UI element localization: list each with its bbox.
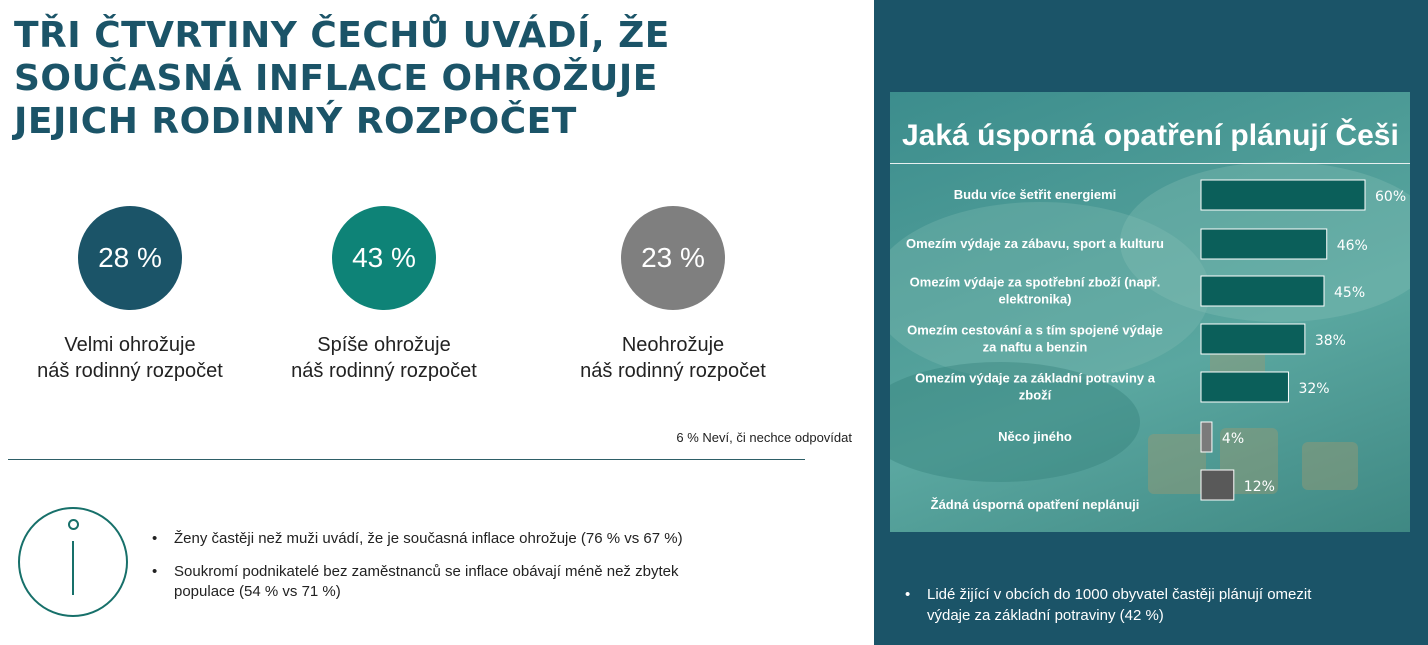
title-line: SOUČASNÁ INFLACE OHROŽUJE	[14, 58, 658, 99]
value-label: 46%	[1336, 238, 1368, 254]
findings-list	[152, 529, 802, 615]
value-label: 45%	[1334, 285, 1366, 301]
bar	[1201, 470, 1234, 500]
stat-label-line: náš rodinný rozpočet	[37, 360, 223, 382]
stat-velmi-ohrozuje	[0, 206, 260, 384]
bar	[1201, 372, 1288, 402]
stat-label-line: Velmi ohrožuje	[64, 334, 196, 356]
stat-spise-ohrozuje	[254, 206, 514, 384]
bar	[1201, 422, 1212, 452]
bar-chart	[890, 92, 1410, 532]
list-item-text: • Ženy častěji než muži uvádí, že je současná inflace ohrožuje (76 % vs 67 %)	[174, 530, 683, 547]
list-item-text: výdaje za základní potraviny (42 %)	[927, 607, 1164, 624]
list-item	[152, 562, 802, 602]
divider	[8, 459, 805, 460]
list-item-text: populace (54 % vs 71 %)	[174, 583, 341, 600]
value-label: 38%	[1314, 333, 1346, 349]
stat-label-line: Neohrožuje	[621, 334, 725, 356]
list-item	[152, 529, 802, 549]
info-icon	[18, 507, 128, 617]
bar	[1201, 324, 1305, 354]
bottom-note	[905, 584, 1355, 626]
page-title	[14, 14, 854, 143]
title-line: JEJICH RODINNÝ ROZPOČET	[14, 101, 577, 142]
chart-panel	[890, 92, 1410, 532]
list-item-text: • Soukromí podnikatelé bez zaměstnanců se inflace obávají méně než zbytek	[174, 563, 679, 580]
list-item	[905, 584, 1355, 626]
list-item-text: • Lidé žijící v obcích do 1000 obyvatel častěji plánují omezit	[927, 586, 1312, 603]
info-icon-dot	[68, 519, 79, 530]
stat-circle	[621, 206, 725, 310]
title-line: TŘI ČTVRTINY ČECHŮ UVÁDÍ, ŽE	[14, 15, 670, 56]
category-label: Omezím cestování a s tím spojené výdaje	[907, 322, 1163, 338]
stat-value: 28 %	[98, 242, 162, 273]
stat-label-line: náš rodinný rozpočet	[291, 360, 477, 382]
stat-circle	[332, 206, 436, 310]
stat-circle	[78, 206, 182, 310]
category-label: Omezím výdaje za spotřební zboží (např.	[909, 274, 1161, 290]
category-label: Něco jiného	[998, 429, 1072, 444]
value-label: 4%	[1221, 431, 1245, 447]
value-label: 12%	[1243, 479, 1275, 495]
value-label: 32%	[1298, 381, 1330, 397]
stat-label-line: Spíše ohrožuje	[317, 334, 451, 356]
stat-label-line: náš rodinný rozpočet	[580, 360, 766, 382]
stat-value: 23 %	[641, 242, 705, 273]
value-label: 60%	[1375, 189, 1407, 205]
category-label: Budu více šetřit energiemi	[953, 187, 1117, 202]
chart-title: Jaká úsporná opatření plánují Češi	[902, 119, 1399, 152]
category-label: zboží	[1018, 387, 1052, 403]
category-label: Žádná úsporná opatření neplánuji	[930, 497, 1140, 512]
stat-label	[254, 332, 514, 384]
stat-neohrozuje	[543, 206, 803, 384]
category-label: za naftu a benzin	[982, 339, 1088, 355]
category-label: elektronika)	[998, 291, 1072, 307]
category-label: Omezím výdaje za zábavu, sport a kulturu	[906, 236, 1164, 251]
stat-label	[543, 332, 803, 384]
info-icon-stem	[72, 541, 74, 595]
bar	[1201, 180, 1365, 210]
dont-know-note: 6 % Neví, či nechce odpovídat	[676, 430, 852, 445]
bar	[1201, 276, 1324, 306]
stat-label	[0, 332, 260, 384]
category-label: Omezím výdaje za základní potraviny a	[915, 370, 1155, 386]
stat-value: 43 %	[352, 242, 416, 273]
bar	[1201, 229, 1327, 259]
